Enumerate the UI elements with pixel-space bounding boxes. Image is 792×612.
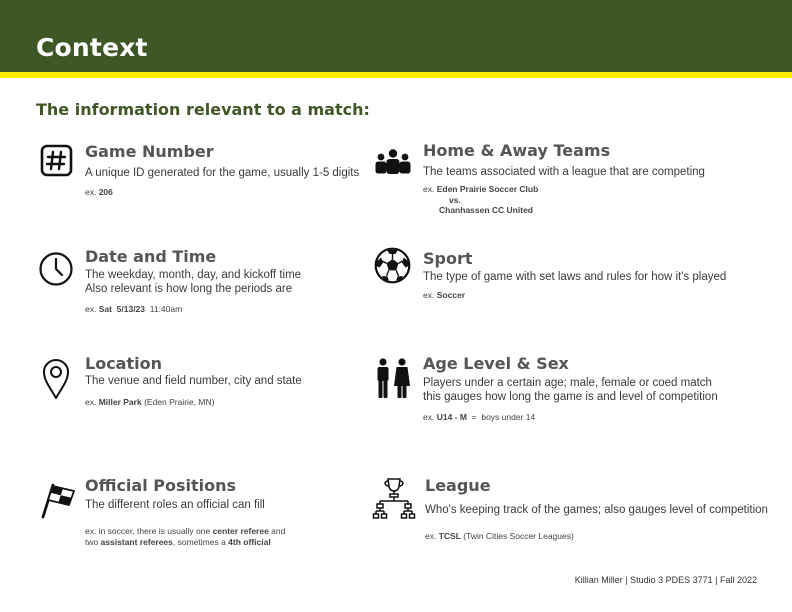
age-sex-example: ex. U14 - M = boys under 14: [423, 412, 536, 422]
officials-desc: The different roles an official can fill: [85, 499, 265, 511]
teams-example-vs: vs.: [449, 195, 461, 205]
clock-icon: [39, 252, 73, 292]
date-time-desc-2: Also relevant is how long the periods are: [85, 283, 293, 295]
game-number-heading: Game Number: [85, 142, 214, 161]
league-heading: League: [425, 476, 491, 495]
officials-example-line-2: two assistant referees, sometimes a 4th official: [85, 537, 271, 547]
map-pin-icon: [42, 358, 76, 398]
league-desc: Who's keeping track of the games; also gauges level of competition: [425, 504, 768, 516]
page-subtitle: The information relevant to a match:: [36, 100, 370, 119]
date-time-example: ex. Sat 5/13/23 11:40am: [85, 304, 183, 314]
age-sex-desc-1: Players under a certain age; male, female or coed match: [423, 377, 712, 389]
location-example: ex. Miller Park (Eden Prairie, MN): [85, 397, 215, 407]
hashtag-icon: [40, 144, 74, 184]
location-desc: The venue and field number, city and state: [85, 375, 302, 387]
teams-heading: Home & Away Teams: [423, 141, 611, 160]
trophy-bracket-icon: [372, 477, 406, 517]
teams-desc: The teams associated with a league that are competing: [423, 166, 705, 178]
referee-flag-icon: [38, 480, 72, 520]
sport-heading: Sport: [423, 249, 473, 268]
league-example: ex. TCSL (Twin Cities Soccer Leagues): [425, 531, 574, 541]
age-sex-heading: Age Level & Sex: [423, 354, 569, 373]
officials-heading: Official Positions: [85, 476, 237, 495]
location-heading: Location: [85, 354, 162, 373]
group-icon: [373, 148, 407, 188]
date-time-heading: Date and Time: [85, 247, 217, 266]
teams-example-away: Chanhassen CC United: [439, 205, 533, 215]
page-title: Context: [36, 33, 148, 62]
male-female-icon: [375, 358, 409, 398]
game-number-desc: A unique ID generated for the game, usually 1-5 digits: [85, 167, 360, 179]
sport-example: ex. Soccer: [423, 290, 466, 300]
age-sex-desc-2: this gauges how long the game is and level of competition: [423, 391, 718, 403]
footer-credit: Killian Miller | Studio 3 PDES 3771 | Fall 2022: [574, 575, 757, 585]
game-number-example: ex. 206: [85, 187, 113, 197]
sport-desc: The type of game with set laws and rules for how it's played: [423, 271, 727, 283]
soccer-ball-icon: [374, 247, 408, 287]
header-accent-stripe: [0, 72, 792, 78]
officials-example-line-1: ex. in soccer, there is usually one center referee and: [85, 526, 286, 536]
date-time-desc-1: The weekday, month, day, and kickoff time: [85, 269, 302, 281]
teams-example-home: ex. Eden Prairie Soccer Club: [423, 184, 539, 194]
